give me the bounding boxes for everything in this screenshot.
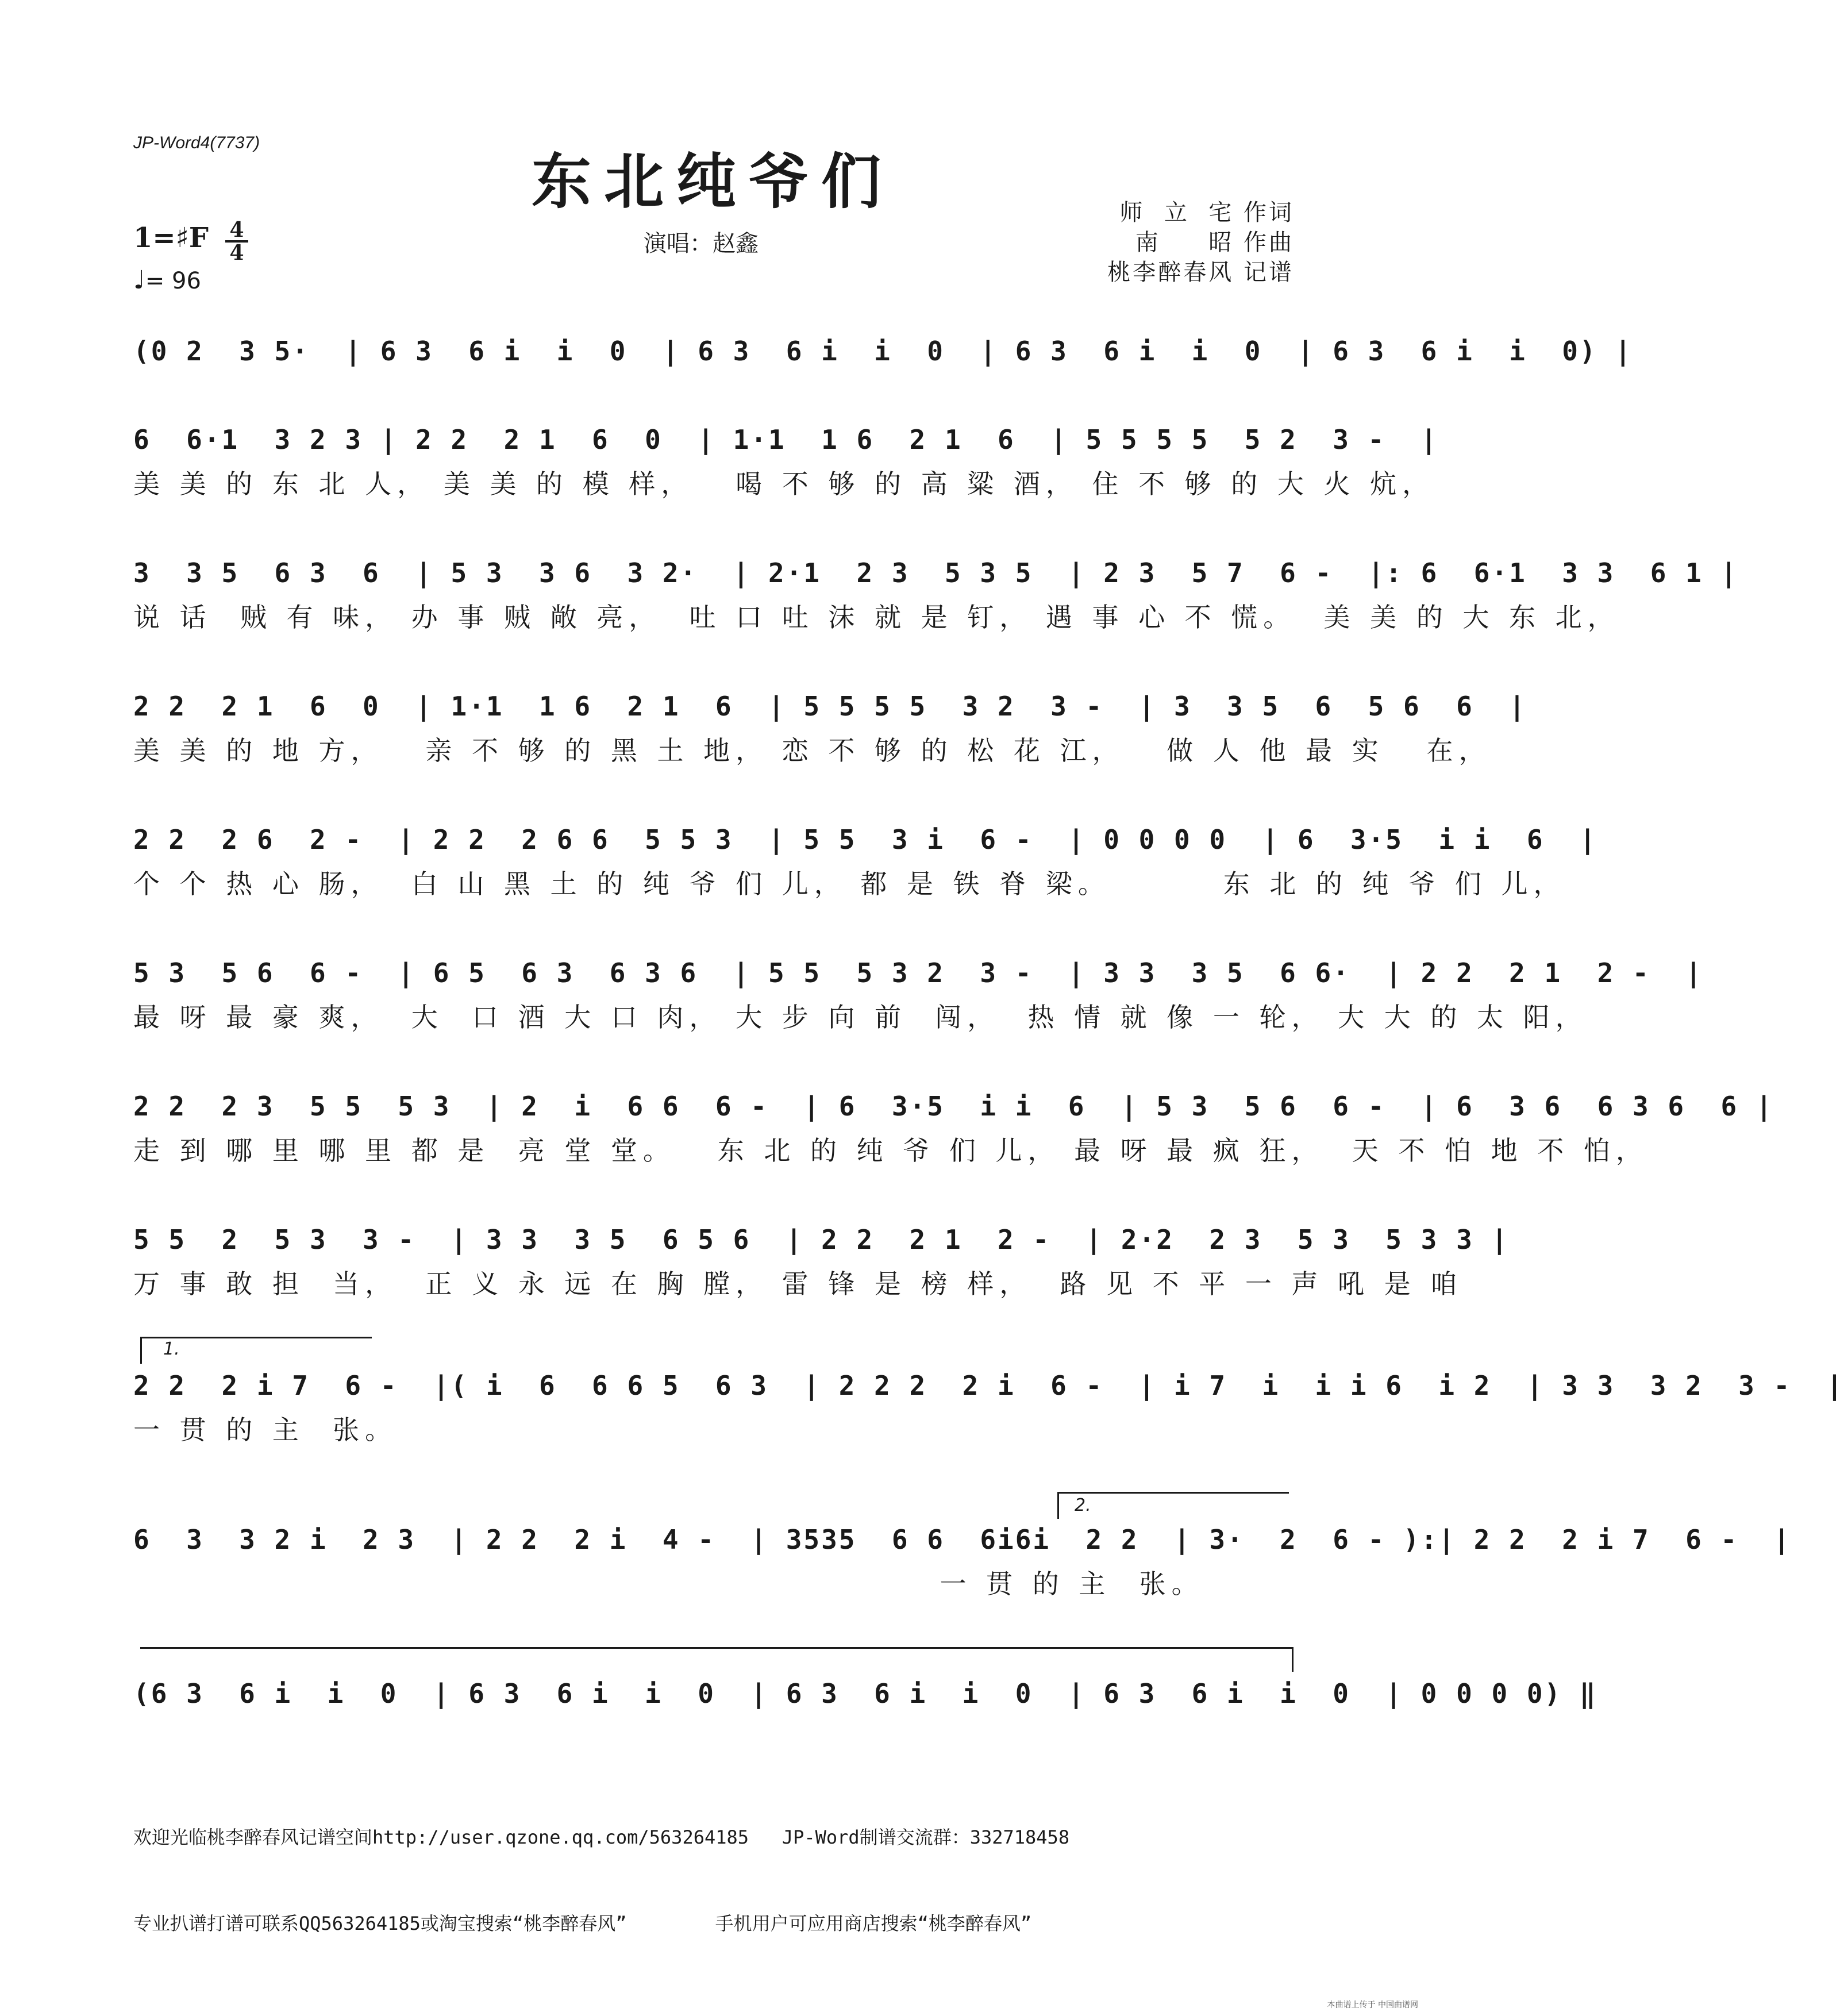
meter-bottom: 4 [225, 240, 248, 263]
footer-info [133, 1765, 1069, 1967]
notation-line: 3 3 5 6 3 6 | 5 3 3 6 3 2· | 2·1 2 3 5 3 5 | 2 3 5 7 6 - |: 6 6·1 3 3 6 1 | [133, 557, 1739, 588]
score-line-6 [133, 955, 1703, 1034]
notation-line: 2 2 2 1 6 0 | 1·1 1 6 2 1 6 | 5 5 5 5 3 2 3 - | 3 3 5 6 5 6 6 | [133, 691, 1527, 722]
notation-line: 5 5 2 5 3 3 - | 3 3 3 5 6 5 6 | 2 2 2 1 2 - | 2·2 2 3 5 3 5 3 3 | [133, 1224, 1510, 1255]
score-line-3 [133, 555, 1739, 634]
lyric-line: 走 到 哪 里 哪 里 都 是 亮 堂 堂。 东 北 的 纯 爷 们 儿， 最 呀 最 疯 狂， 天 不 怕 地 不 怕， [133, 1135, 1648, 1166]
lyric-line: 说 话 贼 有 味， 办 事 贼 敞 亮， 吐 口 吐 沫 就 是 钉， 遇 事 心 不 慌。 美 美 的 大 东 北， [133, 602, 1620, 633]
time-signature [225, 220, 248, 263]
score-line-7 [133, 1088, 1774, 1168]
meter-top: 4 [229, 218, 244, 242]
volta-label: 1. [163, 1339, 180, 1359]
key-signature: 1=♯F [133, 222, 209, 254]
tempo-marking [133, 266, 201, 295]
notation-line: 2 2 2 3 5 5 5 3 | 2 i 6 6 6 - | 6 3·5 i i 6 | 5 3 5 6 6 - | 6 3 6 6 3 6 6 | [133, 1091, 1774, 1122]
notation-line: 6 6·1 3 2 3 | 2 2 2 1 6 0 | 1·1 1 6 2 1 6 | 5 5 5 5 5 2 3 - | [133, 424, 1439, 455]
score-line-11 [133, 1676, 1597, 1717]
coda-bracket [140, 1647, 1294, 1672]
quarter-note-icon: ♩ [133, 266, 145, 295]
corner-stamp: 本曲谱上传于 中国曲谱网 [1327, 2000, 1418, 2010]
lyricist-credit: 师 立 宅 作词 [1119, 199, 1294, 226]
footer-line-2: 专业扒谱打谱可联系QQ563264185或淘宝搜索“桃李醉春风” 手机用户可应用商店搜索“桃李醉春风” [133, 1913, 1032, 1934]
score-line-9 [133, 1368, 1844, 1447]
notation-line: 6 3 3 2 i 2 3 | 2 2 2 i 4 - | 3535 6 6 6i6i 2 2 | 3· 2 6 - ):| 2 2 2 i 7 6 - | [133, 1524, 1792, 1555]
notation-line: 2 2 2 6 2 - | 2 2 2 6 6 5 5 3 | 5 5 3 i 6 - | 0 0 0 0 | 6 3·5 i i 6 | [133, 824, 1597, 855]
transcriber-credit: 桃李醉春风 记谱 [1107, 259, 1294, 286]
software-tag: JP-Word4(7737) [133, 133, 260, 152]
score-line-4 [133, 688, 1527, 768]
lyric-line: 一 贯 的 主 张。 [133, 1414, 398, 1445]
footer-line-1: 欢迎光临桃李醉春风记谱空间http://user.qzone.qq.com/563264185 JP-Word制谱交流群：332718458 [133, 1826, 1070, 1848]
credits-block [1107, 198, 1294, 287]
score-line-10 [133, 1522, 1792, 1601]
song-title: 东北纯爷们 [531, 146, 894, 217]
lyric-line: 最 呀 最 豪 爽， 大 口 酒 大 口 肉， 大 步 向 前 闯， 热 情 就 像 一 轮， 大 大 的 太 阳， [133, 1002, 1588, 1033]
score-line-1 [133, 333, 1633, 375]
notation-line: 2 2 2 i 7 6 - |( i 6 6 6 5 6 3 | 2 2 2 2 i 6 - | i 7 i i i 6 i 2 | 3 3 3 2 3 - | [133, 1370, 1844, 1401]
notation-line: (6 3 6 i i 0 | 6 3 6 i i 0 | 6 3 6 i i 0 | 6 3 6 i i 0 | 0 0 0 0) ‖ [133, 1678, 1597, 1709]
singer-credit: 演唱：赵鑫 [644, 230, 759, 257]
volta-label: 2. [1075, 1495, 1091, 1515]
score-line-5 [133, 822, 1597, 901]
notation-line: (0 2 3 5· | 6 3 6 i i 0 | 6 3 6 i i 0 | 6 3 6 i i 0 | 6 3 6 i i 0) | [133, 336, 1633, 367]
tempo-value: = 96 [145, 268, 201, 294]
composer-credit: 南 昭 作曲 [1135, 229, 1294, 256]
lyric-line: 一 贯 的 主 张。 [133, 1568, 1204, 1599]
lyric-line: 个 个 热 心 肠， 白 山 黑 土 的 纯 爷 们 儿， 都 是 铁 脊 梁。 东 北 的 纯 爷 们 儿， [133, 868, 1566, 899]
notation-line: 5 3 5 6 6 - | 6 5 6 3 6 3 6 | 5 5 5 3 2 3 - | 3 3 3 5 6 6· | 2 2 2 1 2 - | [133, 957, 1703, 988]
score-line-2 [133, 422, 1439, 501]
lyric-line: 美 美 的 东 北 人， 美 美 的 模 样， 喝 不 够 的 高 粱 酒， 住 不 够 的 大 火 炕， [133, 468, 1435, 499]
lyric-line: 美 美 的 地 方， 亲 不 够 的 黑 土 地， 恋 不 够 的 松 花 江， 做 人 他 最 实 在， [133, 735, 1491, 766]
lyric-line: 万 事 敢 担 当， 正 义 永 远 在 胸 膛， 雷 锋 是 榜 样， 路 见 不 平 一 声 吼 是 咱 [133, 1268, 1463, 1299]
score-line-8 [133, 1222, 1510, 1301]
volta-line [1057, 1492, 1289, 1519]
